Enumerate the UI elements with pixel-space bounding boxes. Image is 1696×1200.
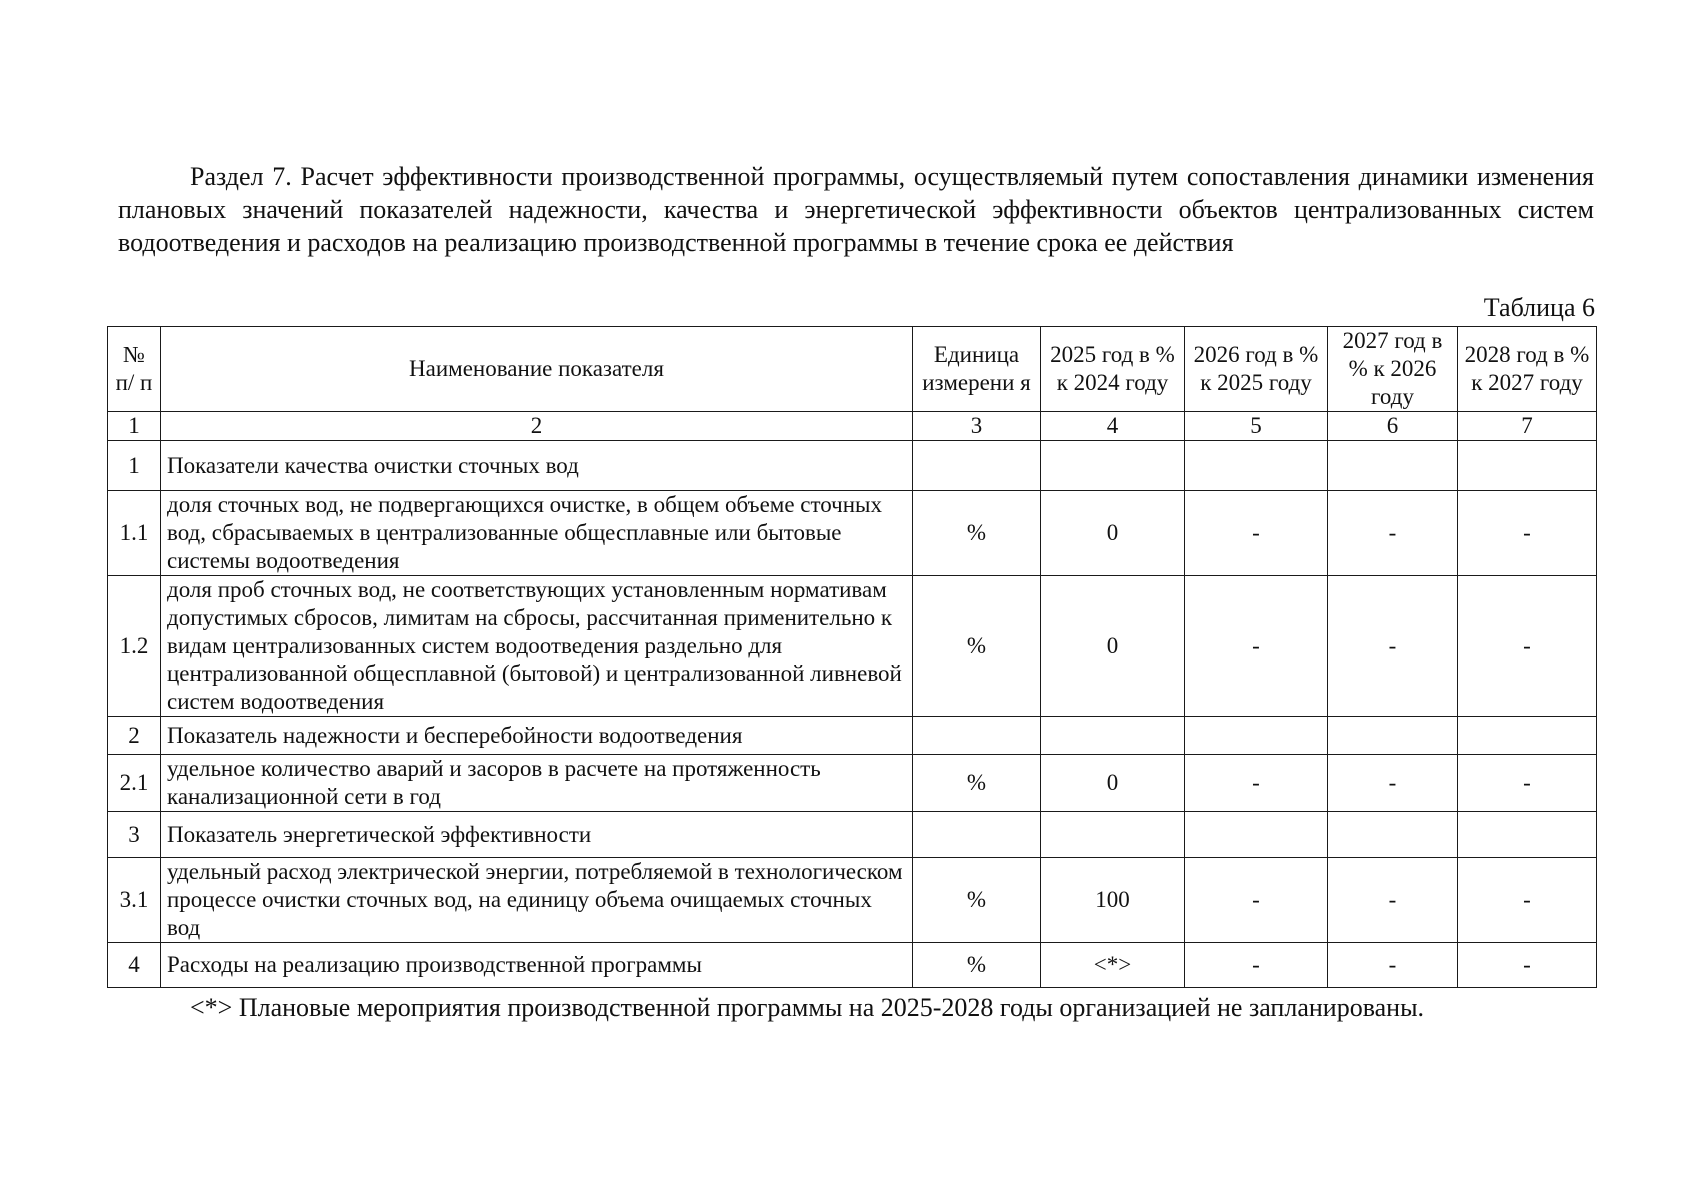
row-value-2027: - xyxy=(1328,858,1458,943)
row-value-2028 xyxy=(1458,441,1597,491)
header-row xyxy=(108,327,1597,412)
row-unit xyxy=(913,441,1041,491)
row-value-2026: - xyxy=(1185,943,1328,988)
row-value-2027: - xyxy=(1328,491,1458,576)
row-value-2027 xyxy=(1328,717,1458,755)
row-value-2025 xyxy=(1041,717,1185,755)
row-value-2026 xyxy=(1185,812,1328,858)
column-number: 7 xyxy=(1458,412,1597,441)
column-number: 5 xyxy=(1185,412,1328,441)
table-caption: Таблица 6 xyxy=(1483,293,1595,322)
header-cell-2027: 2027 год в % к 2026 году xyxy=(1328,327,1458,412)
column-number-row xyxy=(108,412,1597,441)
header-cell-name: Наименование показателя xyxy=(161,327,913,412)
table-row xyxy=(108,576,1597,717)
row-value-2026 xyxy=(1185,441,1328,491)
row-unit xyxy=(913,812,1041,858)
row-indicator-name: Показатель энергетической эффективности xyxy=(161,812,913,858)
row-value-2027: - xyxy=(1328,755,1458,812)
row-value-2028 xyxy=(1458,812,1597,858)
footnote: <*> Плановые мероприятия производственной программы на 2025-2028 годы организацией не запланированы. xyxy=(190,993,1425,1022)
row-value-2028 xyxy=(1458,717,1597,755)
row-value-2028: - xyxy=(1458,755,1597,812)
row-number: 2.1 xyxy=(108,755,161,812)
row-unit: % xyxy=(913,755,1041,812)
row-number: 1 xyxy=(108,441,161,491)
row-value-2026 xyxy=(1185,717,1328,755)
row-indicator-name: Показатели качества очистки сточных вод xyxy=(161,441,913,491)
row-value-2027: - xyxy=(1328,576,1458,717)
row-indicator-name: удельное количество аварий и засоров в расчете на протяженность канализационной сети в год xyxy=(161,755,913,812)
table-row xyxy=(108,858,1597,943)
row-unit: % xyxy=(913,943,1041,988)
row-value-2025: 100 xyxy=(1041,858,1185,943)
row-value-2025: <*> xyxy=(1041,943,1185,988)
header-cell-2025: 2025 год в % к 2024 году xyxy=(1041,327,1185,412)
column-number: 6 xyxy=(1328,412,1458,441)
row-value-2027 xyxy=(1328,441,1458,491)
row-unit: % xyxy=(913,576,1041,717)
header-cell-num: № п/ п xyxy=(108,327,161,412)
row-value-2028: - xyxy=(1458,858,1597,943)
row-value-2026: - xyxy=(1185,755,1328,812)
row-value-2027: - xyxy=(1328,943,1458,988)
header-cell-unit: Единица измерени я xyxy=(913,327,1041,412)
row-number: 3.1 xyxy=(108,858,161,943)
indicators-table xyxy=(107,326,1597,988)
column-number: 4 xyxy=(1041,412,1185,441)
row-number: 1.2 xyxy=(108,576,161,717)
row-value-2027 xyxy=(1328,812,1458,858)
row-number: 3 xyxy=(108,812,161,858)
row-value-2026: - xyxy=(1185,858,1328,943)
table-row-group xyxy=(108,717,1597,755)
row-value-2026: - xyxy=(1185,576,1328,717)
row-indicator-name: Показатель надежности и бесперебойности водоотведения xyxy=(161,717,913,755)
row-value-2025: 0 xyxy=(1041,491,1185,576)
table-row xyxy=(108,755,1597,812)
header-cell-2026: 2026 год в % к 2025 году xyxy=(1185,327,1328,412)
table-row-group xyxy=(108,812,1597,858)
row-indicator-name: доля сточных вод, не подвергающихся очистке, в общем объеме сточных вод, сбрасываемых в централизованные общесплавные или бытовые системы водоотведения xyxy=(161,491,913,576)
row-indicator-name: Расходы на реализацию производственной программы xyxy=(161,943,913,988)
section-title: Раздел 7. Расчет эффективности производственной программы, осуществляемый путем сопоставления динамики изменения плановых значений показателей надежности, качества и энергетической эффективности объектов централизованных систем водоотведения и расходов на реализацию производственной программы в течение срока ее действия xyxy=(118,162,1594,257)
row-number: 2 xyxy=(108,717,161,755)
row-value-2025: 0 xyxy=(1041,755,1185,812)
row-number: 1.1 xyxy=(108,491,161,576)
header-cell-2028: 2028 год в % к 2027 году xyxy=(1458,327,1597,412)
column-number: 2 xyxy=(161,412,913,441)
column-number: 3 xyxy=(913,412,1041,441)
row-value-2025: 0 xyxy=(1041,576,1185,717)
column-number: 1 xyxy=(108,412,161,441)
table-row xyxy=(108,491,1597,576)
row-value-2028: - xyxy=(1458,943,1597,988)
row-indicator-name: удельный расход электрической энергии, потребляемой в технологическом процессе очистки сточных вод, на единицу объема очищаемых сточных вод xyxy=(161,858,913,943)
row-value-2025 xyxy=(1041,441,1185,491)
row-value-2028: - xyxy=(1458,576,1597,717)
row-value-2026: - xyxy=(1185,491,1328,576)
row-unit xyxy=(913,717,1041,755)
table-row-group xyxy=(108,441,1597,491)
row-indicator-name: доля проб сточных вод, не соответствующих установленным нормативам допустимых сбросов, лимитам на сбросы, рассчитанная применительно к видам централизованных систем водоотведения раздельно для централизованной общесплавной (бытовой) и централизованной ливневой систем водоотведения xyxy=(161,576,913,717)
row-number: 4 xyxy=(108,943,161,988)
row-unit: % xyxy=(913,858,1041,943)
row-value-2028: - xyxy=(1458,491,1597,576)
table-row-group xyxy=(108,943,1597,988)
row-unit: % xyxy=(913,491,1041,576)
row-value-2025 xyxy=(1041,812,1185,858)
